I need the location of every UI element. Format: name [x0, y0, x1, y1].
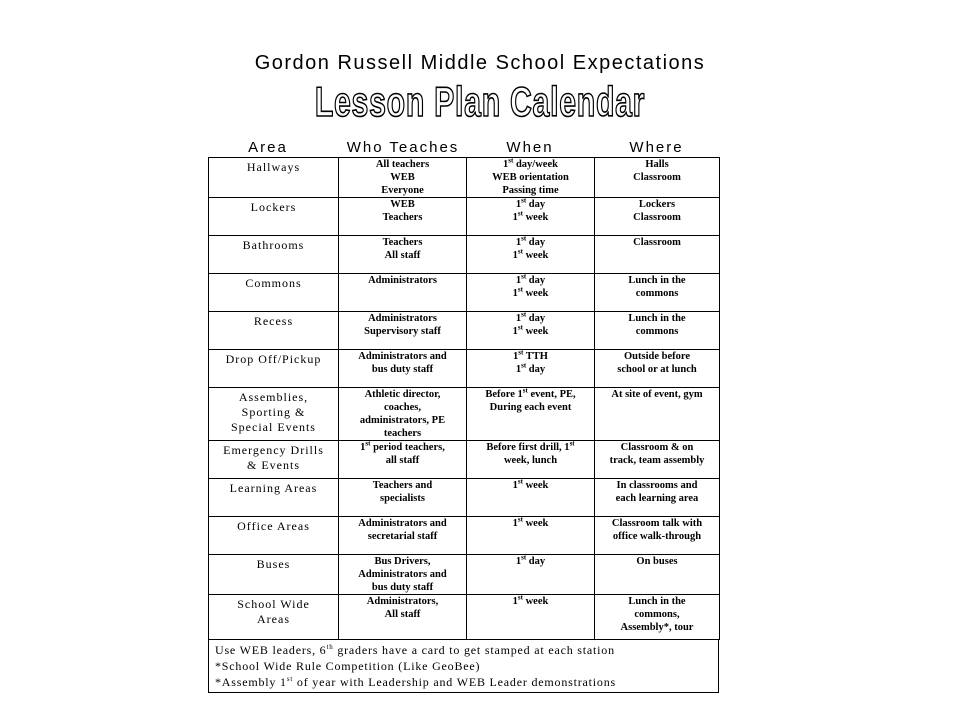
column-header-area: Area	[248, 139, 288, 156]
cell-who: Administrators and secretarial staff	[339, 517, 467, 555]
cell-when: 1st week	[467, 479, 595, 517]
cell-where: Lunch in the commons	[595, 274, 720, 312]
cell-where: Classroom & on track, team assembly	[595, 441, 720, 479]
notes-box	[208, 640, 719, 693]
table-row	[209, 312, 720, 350]
cell-when: 1st day	[467, 555, 595, 595]
column-headers	[208, 139, 719, 157]
cell-who: Athletic director, coaches, administrators, PE teachers	[339, 388, 467, 441]
cell-area: Commons	[209, 274, 339, 312]
cell-who: Administrators, All staff	[339, 595, 467, 640]
cell-where: Outside before school or at lunch	[595, 350, 720, 388]
cell-where: Classroom talk with office walk-through	[595, 517, 720, 555]
lesson-plan-title: Lesson Plan Calendar	[314, 78, 646, 125]
cell-who: 1st period teachers, all staff	[339, 441, 467, 479]
cell-where: Halls Classroom	[595, 158, 720, 198]
cell-when: 1st day 1st week	[467, 236, 595, 274]
cell-when: Before first drill, 1st week, lunch	[467, 441, 595, 479]
table-row	[209, 595, 720, 640]
cell-when: 1st day 1st week	[467, 274, 595, 312]
note-assembly: *Assembly 1st of year with Leadership and WEB Leader demonstrations	[215, 675, 616, 689]
cell-when: Before 1st event, PE, During each event	[467, 388, 595, 441]
cell-who: All teachers WEB Everyone	[339, 158, 467, 198]
cell-where: Classroom	[595, 236, 720, 274]
cell-who: Teachers All staff	[339, 236, 467, 274]
cell-who: Bus Drivers, Administrators and bus duty staff	[339, 555, 467, 595]
table-row	[209, 350, 720, 388]
cell-area: Office Areas	[209, 517, 339, 555]
table-row	[209, 441, 720, 479]
table-row	[209, 198, 720, 236]
note-web-leaders: Use WEB leaders, 6th graders have a card to get stamped at each station	[215, 643, 615, 657]
cell-where: Lockers Classroom	[595, 198, 720, 236]
table-row	[209, 236, 720, 274]
cell-when: 1st week	[467, 595, 595, 640]
note-rule-competition: *School Wide Rule Competition (Like GeoBee)	[215, 659, 481, 673]
cell-area: Bathrooms	[209, 236, 339, 274]
cell-where: Lunch in the commons	[595, 312, 720, 350]
cell-area: Learning Areas	[209, 479, 339, 517]
cell-when: 1st day 1st week	[467, 312, 595, 350]
cell-where: At site of event, gym	[595, 388, 720, 441]
cell-area: Assemblies, Sporting & Special Events	[209, 388, 339, 441]
column-header-when: When	[506, 139, 554, 156]
table-row	[209, 388, 720, 441]
cell-when: 1st TTH 1st day	[467, 350, 595, 388]
cell-when: 1st week	[467, 517, 595, 555]
cell-when: 1st day/week WEB orientation Passing time	[467, 158, 595, 198]
column-header-who-teaches: Who Teaches	[346, 139, 460, 156]
cell-area: Lockers	[209, 198, 339, 236]
lesson-plan-table	[208, 157, 720, 640]
cell-who: WEB Teachers	[339, 198, 467, 236]
cell-area: Buses	[209, 555, 339, 595]
table-row	[209, 158, 720, 198]
table-row	[209, 274, 720, 312]
cell-who: Administrators and bus duty staff	[339, 350, 467, 388]
school-title: Gordon Russell Middle School Expectations	[254, 52, 706, 74]
cell-who: Teachers and specialists	[339, 479, 467, 517]
column-header-where: Where	[629, 139, 684, 156]
cell-area: Emergency Drills & Events	[209, 441, 339, 479]
cell-who: Administrators	[339, 274, 467, 312]
cell-where: Lunch in the commons, Assembly*, tour	[595, 595, 720, 640]
cell-area: Hallways	[209, 158, 339, 198]
cell-area: School Wide Areas	[209, 595, 339, 640]
cell-who: Administrators Supervisory staff	[339, 312, 467, 350]
table-row	[209, 517, 720, 555]
table-row	[209, 555, 720, 595]
cell-area: Drop Off/Pickup	[209, 350, 339, 388]
cell-when: 1st day 1st week	[467, 198, 595, 236]
cell-where: In classrooms and each learning area	[595, 479, 720, 517]
cell-area: Recess	[209, 312, 339, 350]
table-row	[209, 479, 720, 517]
cell-where: On buses	[595, 555, 720, 595]
